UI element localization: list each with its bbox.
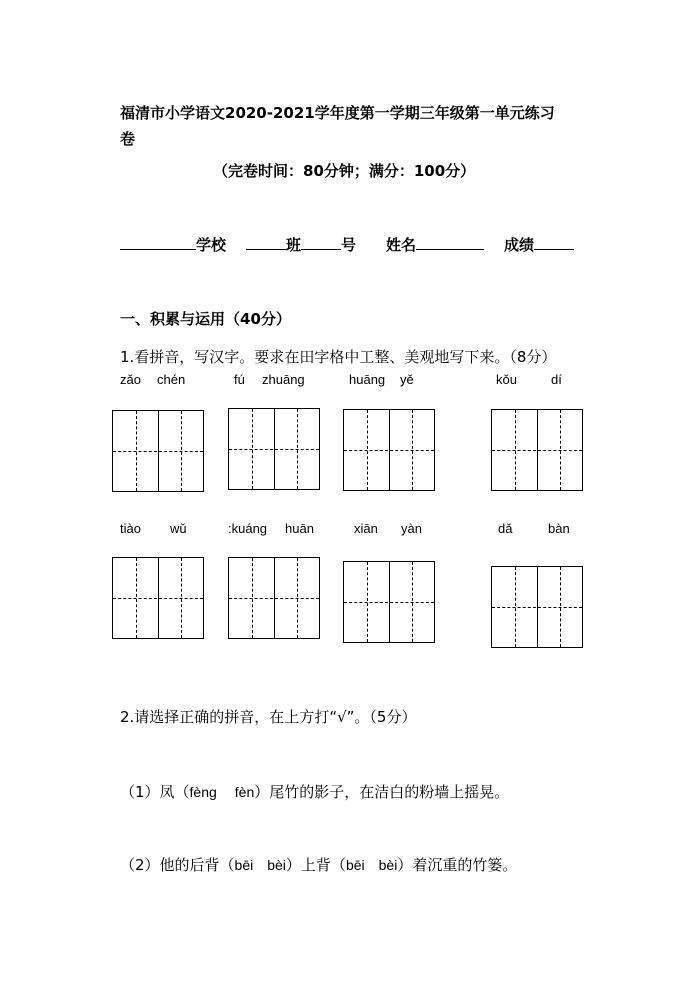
school-field[interactable]: [120, 234, 226, 255]
pinyin: dǎ: [498, 521, 513, 536]
sentence-2-mid: ）上背（: [285, 856, 346, 874]
pinyin: tiào: [120, 521, 141, 536]
question-2: 2.请选择正确的拼音，在上方打“√”。（5分）: [120, 708, 417, 726]
pinyin: yě: [400, 372, 414, 387]
question-1: 1.看拼音，写汉字。要求在田字格中工整、美观地写下来。（8分）: [120, 348, 557, 366]
score-field[interactable]: [504, 234, 574, 255]
pinyin: kǒu: [496, 372, 517, 387]
writing-grid[interactable]: [491, 566, 583, 648]
class-number-field[interactable]: [246, 234, 356, 255]
exam-subtitle: （完卷时间：80分钟；满分：100分）: [213, 162, 476, 180]
exam-title-line1: 福清市小学语文2020-2021学年度第一学期三年级第一单元练习: [120, 104, 555, 122]
sentence-1-start: （1）凤（: [120, 783, 190, 801]
pinyin: huāng: [349, 372, 386, 387]
class-label: 班: [286, 236, 302, 254]
pinyin: zǎo: [120, 372, 141, 387]
name-blank[interactable]: [416, 235, 484, 250]
writing-grid[interactable]: [112, 557, 204, 639]
school-label: 学校: [196, 236, 227, 254]
school-blank[interactable]: [120, 235, 196, 250]
number-blank[interactable]: [301, 235, 341, 250]
pinyin-option[interactable]: bèi: [267, 857, 286, 873]
writing-grid[interactable]: [228, 557, 320, 639]
writing-grid[interactable]: [343, 561, 435, 643]
pinyin: :kuáng: [228, 521, 268, 536]
score-blank[interactable]: [534, 235, 574, 250]
pinyin-option[interactable]: fèn: [234, 784, 255, 800]
writing-grid[interactable]: [343, 409, 435, 491]
writing-grid[interactable]: [112, 410, 204, 492]
sentence-2-end: ）着沉重的竹篓。: [397, 856, 518, 874]
pinyin: xiān: [354, 521, 378, 536]
pinyin-option[interactable]: bèi: [378, 857, 398, 873]
pinyin: bàn: [548, 521, 570, 536]
exam-title-line2: 卷: [120, 130, 136, 148]
name-label: 姓名: [386, 236, 417, 254]
pinyin: wǔ: [170, 521, 187, 536]
pinyin: dí: [551, 372, 562, 387]
pinyin: fú: [234, 372, 245, 387]
exam-title: [120, 100, 555, 152]
sentence-1: [120, 781, 509, 802]
sentence-1-end: ）尾竹的影子，在洁白的粉墙上摇晃。: [254, 783, 510, 801]
score-label: 成绩: [504, 236, 535, 254]
pinyin: chén: [157, 372, 186, 387]
writing-grid[interactable]: [228, 408, 320, 490]
writing-grid[interactable]: [491, 409, 583, 491]
name-field[interactable]: [386, 234, 484, 255]
pinyin: yàn: [401, 521, 422, 536]
sentence-2: [120, 854, 517, 875]
class-blank[interactable]: [246, 235, 286, 250]
number-label: 号: [341, 236, 357, 254]
pinyin-option[interactable]: bēi: [234, 857, 254, 873]
pinyin-option[interactable]: fèng: [189, 784, 217, 800]
pinyin-option[interactable]: bēi: [345, 857, 365, 873]
pinyin: huān: [285, 521, 314, 536]
section-heading: 一、积累与运用（40分）: [120, 310, 291, 328]
sentence-2-start: （2）他的后背（: [120, 856, 235, 874]
pinyin: zhuāng: [262, 372, 305, 387]
